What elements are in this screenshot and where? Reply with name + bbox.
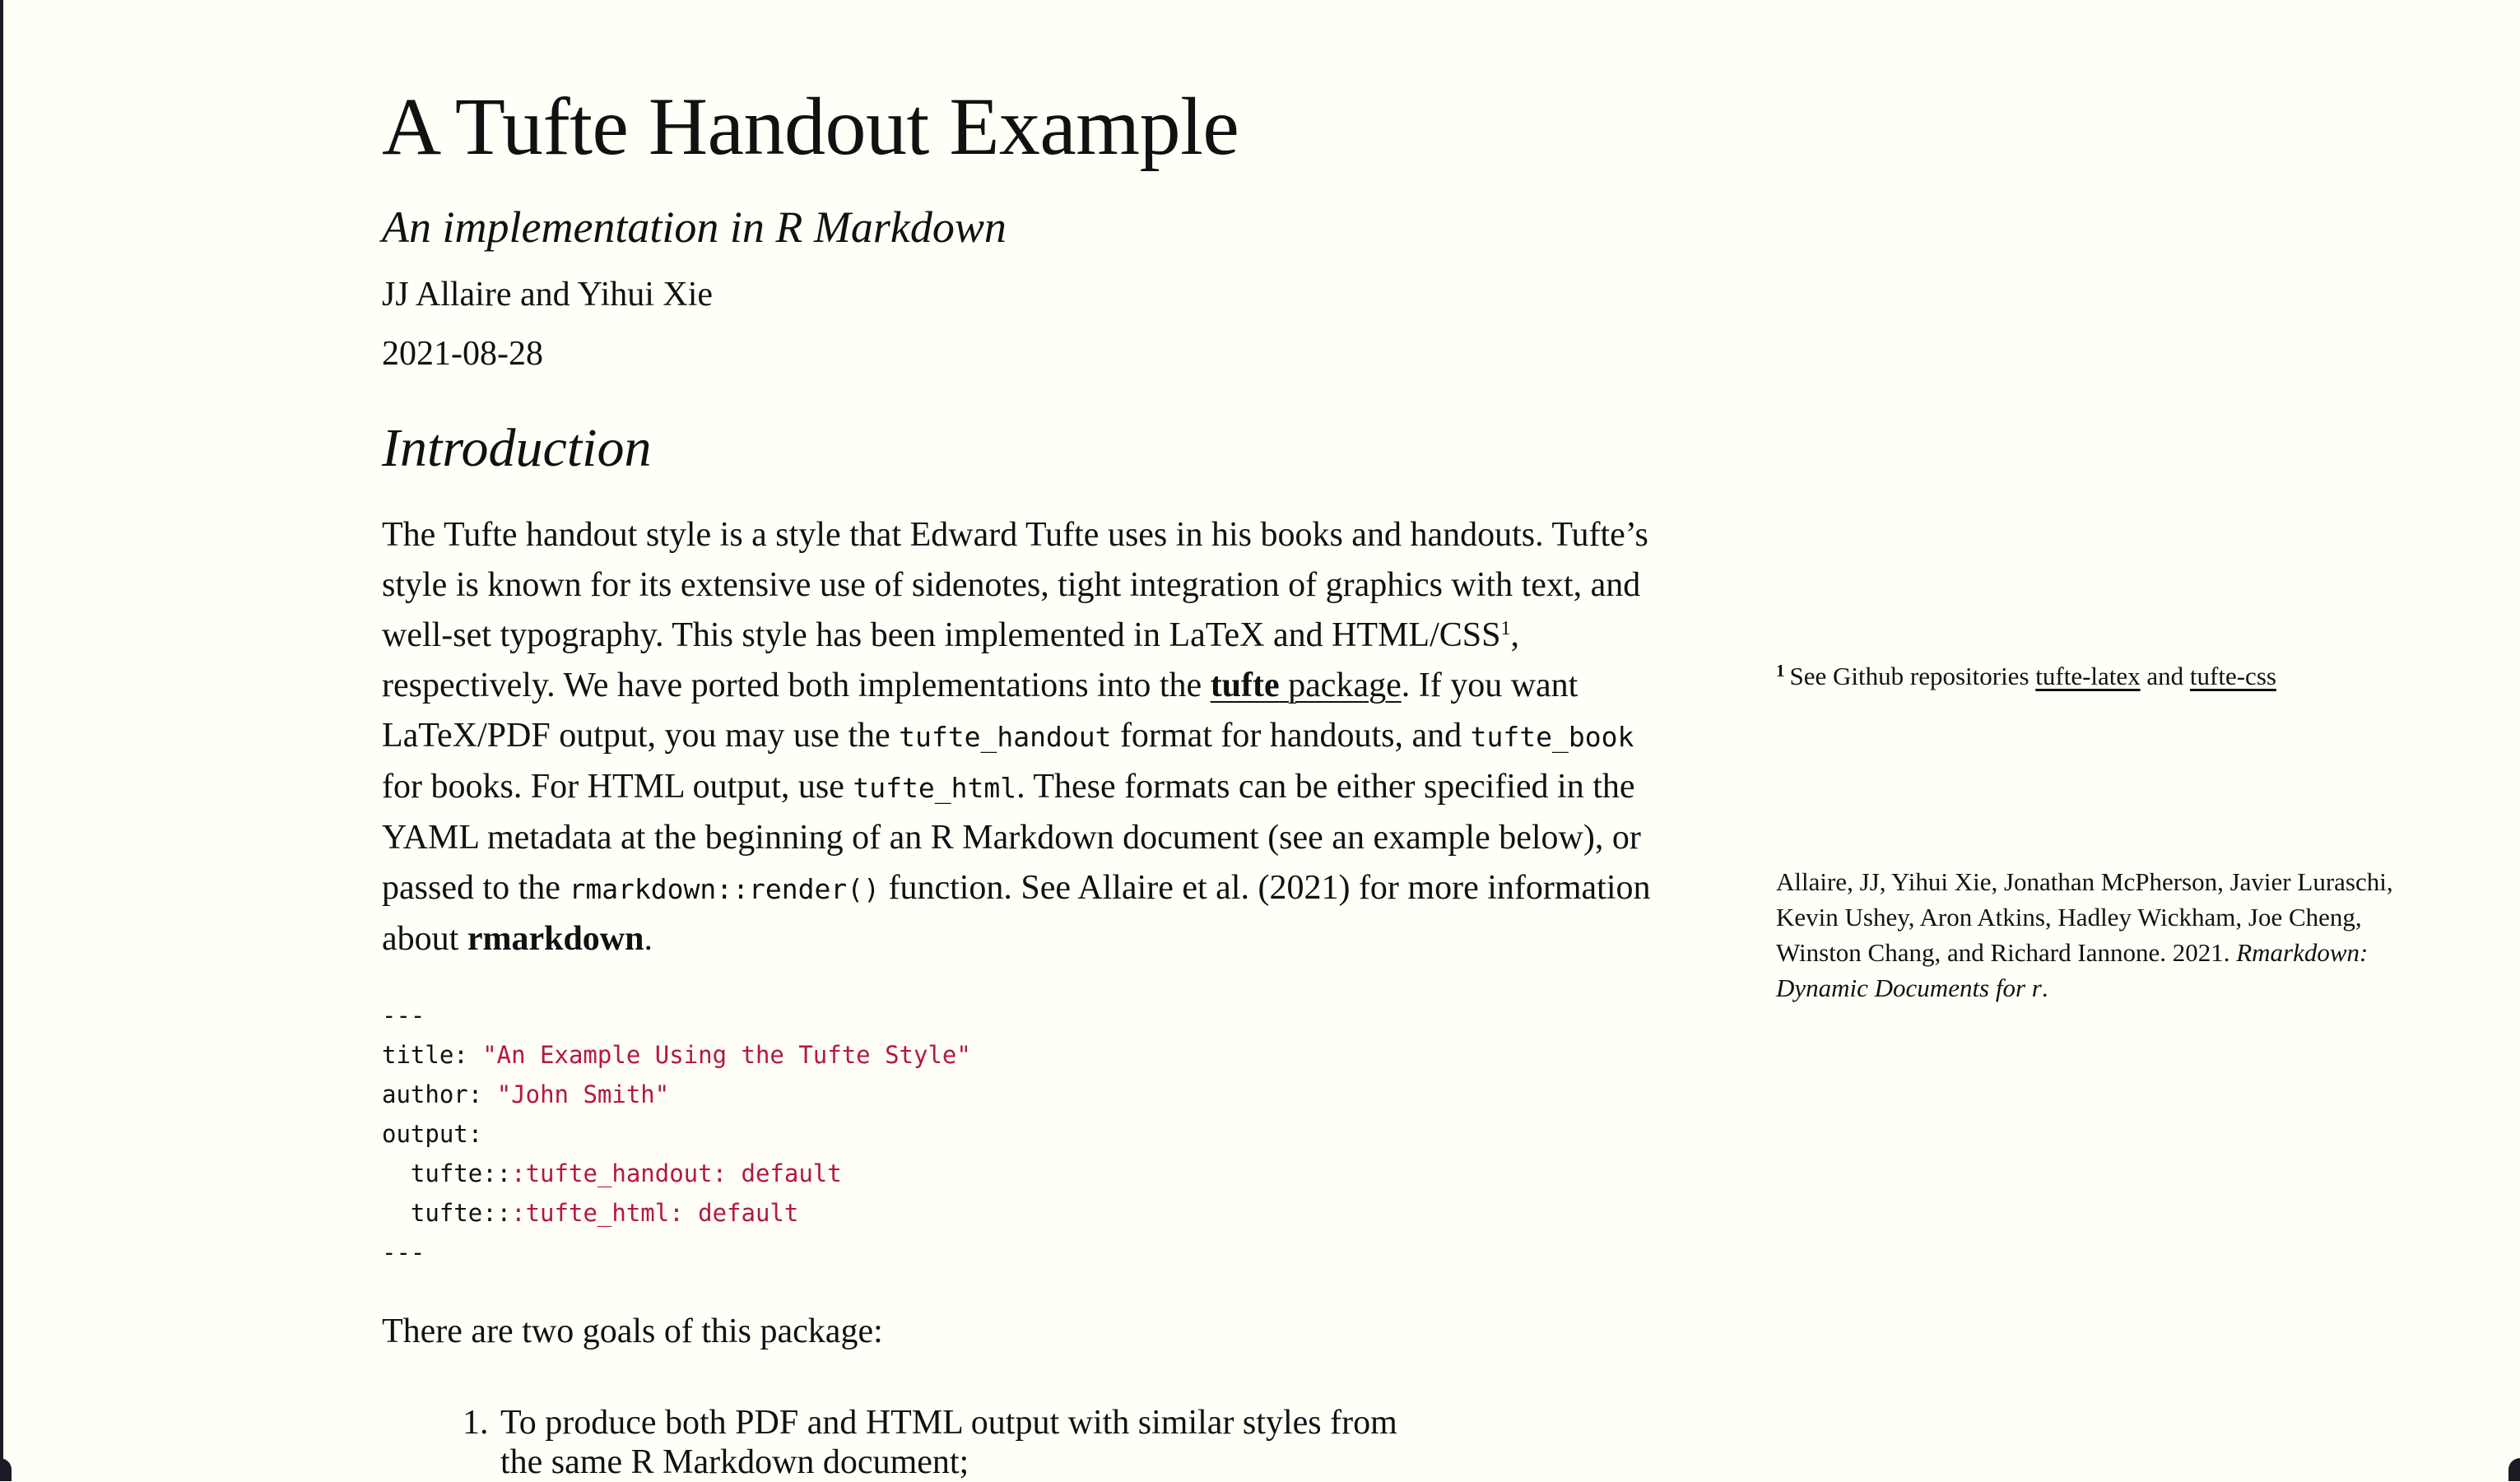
citation-sidenote	[1776, 864, 2434, 1006]
window-corner-bottom-left	[0, 1458, 12, 1481]
author-line: JJ Allaire and Yihui Xie	[382, 276, 714, 314]
window-edge	[0, 0, 3, 1481]
intro-paragraph	[382, 510, 1666, 964]
tufte-css-link[interactable]: tufte-css	[2189, 662, 2276, 690]
code-tufte-handout: tufte_handout	[899, 721, 1112, 753]
list-item: 1. To produce both PDF and HTML output with similar styles from the same R Markdown document;	[497, 1403, 1406, 1482]
code-tufte-html: tufte_html	[853, 772, 1017, 804]
sidenote-ref-1[interactable]: 1	[1500, 618, 1511, 639]
page-title: A Tufte Handout Example	[382, 81, 1239, 172]
date-line: 2021-08-28	[382, 335, 543, 373]
intro-text: function. See Allaire et al. (2021) for more information about	[382, 869, 1651, 958]
intro-text: . These formats can be either specified in the YAML metadata at the beginning of an R Markdown document (see an example below), or passed to the	[382, 768, 1641, 907]
package-link-text: package	[1288, 667, 1402, 704]
sidenote-text: and	[2140, 662, 2190, 690]
tufte-package-link[interactable]	[1211, 667, 1402, 704]
window-corner-bottom-right	[2508, 1458, 2520, 1481]
intro-text: for books. For HTML output, use	[382, 768, 853, 806]
intro-text: , respectively. We have ported both implementations into the	[382, 616, 1519, 704]
intro-text: The Tufte handout style is a style that Edward Tufte uses in his books and handouts. Tufte’s style is known for its extensive use of sidenotes, tight integration of graphics with text, and well-set typography. This style has been implemented in LaTeX and HTML/CSS	[382, 516, 1648, 654]
tufte-latex-link[interactable]: tufte-latex	[2035, 662, 2141, 690]
citation-end: .	[2041, 973, 2048, 1002]
intro-text: .	[644, 920, 653, 958]
rmarkdown-bold: rmarkdown	[467, 920, 644, 958]
yaml-key: title:	[382, 1041, 483, 1069]
page-subtitle: An implementation in R Markdown	[382, 202, 1007, 252]
tufte-link-text: tufte	[1210, 667, 1280, 704]
yaml-string: :tufte_handout: default	[511, 1159, 842, 1187]
yaml-key: author:	[382, 1080, 497, 1108]
yaml-delimiter: ---	[382, 1001, 425, 1029]
yaml-key: tufte::	[382, 1199, 512, 1227]
goals-intro: There are two goals of this package:	[382, 1312, 883, 1350]
code-rmarkdown-render: rmarkdown::render()	[569, 873, 880, 905]
goals-list	[382, 1403, 1863, 1482]
yaml-string: "An Example Using the Tufte Style"	[482, 1041, 971, 1069]
yaml-string: "John Smith"	[496, 1080, 670, 1108]
citation-title: Rmarkdown: Dynamic Documents for r	[1776, 938, 2369, 1002]
section-heading-introduction: Introduction	[382, 418, 652, 478]
intro-text: . If you want LaTeX/PDF output, you may use the	[382, 667, 1578, 755]
yaml-key: tufte::	[382, 1159, 512, 1187]
yaml-key: output:	[382, 1120, 483, 1148]
intro-text: format for handouts, and	[1111, 717, 1471, 755]
yaml-code-block	[382, 996, 971, 1272]
yaml-string: :tufte_html: default	[511, 1199, 799, 1227]
citation-text: Allaire, JJ, Yihui Xie, Jonathan McPherson, Javier Luraschi, Kevin Ushey, Aron Atkins, Hadley Wickham, Joe Cheng, Winston Chang, and Richard Iannone. 2021.	[1776, 867, 2393, 967]
code-tufte-book: tufte_book	[1470, 721, 1634, 753]
sidenote-1	[1776, 658, 2434, 694]
sidenote-number: 1	[1776, 661, 1785, 681]
sidenote-text: See Github repositories	[1789, 662, 2036, 690]
yaml-delimiter: ---	[382, 1238, 425, 1266]
